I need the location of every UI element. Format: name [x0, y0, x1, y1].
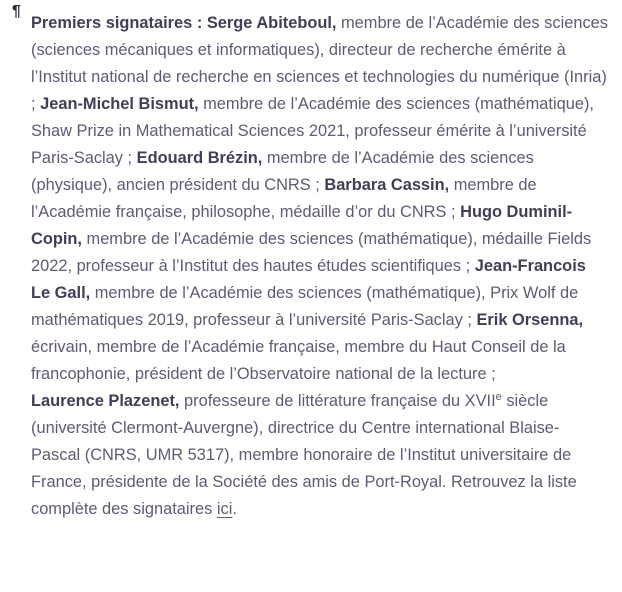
signatory-description: membre de l’Académie des sciences (mathématique), médaille Fields 2022, professeur à l’Institut des hautes études scientifiques ; — [31, 230, 592, 275]
signatory-description: membre de l’Académie des sciences (mathématique), Shaw Prize in Mathematical Sciences 2021, professeur émérite à l’université Paris-Saclay ; — [31, 95, 594, 167]
signatory-name: Serge Abiteboul, — [206, 14, 337, 32]
closing-period: . — [232, 500, 237, 518]
signatory-description: membre de l’Académie des sciences (sciences mécaniques et informatiques), directeur de recherche émérite à l’Institut national de recherche en sciences et technologies du numérique (Inria) ; — [31, 14, 608, 113]
signatory-name: Jean-Francois Le Gall, — [31, 257, 586, 302]
signatory-name: Barbara Cassin, — [324, 176, 450, 194]
paragraph-mark-icon: ¶ — [12, 3, 21, 20]
signatory-description: membre de l’Académie française, philosophe, médaille d’or du CNRS ; — [31, 176, 537, 221]
intro-label: Premiers signataires : — [31, 14, 203, 32]
century-superscript: e — [495, 391, 502, 403]
signatory-name: Jean-Michel Bismut, — [40, 95, 199, 113]
signatory-description: professeure de littérature française du XVII — [179, 392, 496, 410]
signatory-name: Laurence Plazenet, — [31, 392, 180, 410]
signatory-description: écrivain, membre de l’Académie française, membre du Haut Conseil de la francophonie, président de l’Observatoire national de la lecture ; — [31, 338, 566, 383]
signatories-article — [0, 10, 622, 523]
signatory-name: Hugo Duminil-Copin, — [31, 203, 573, 248]
signatory-description: membre de l’Académie des sciences (physique), ancien président du CNRS ; — [31, 149, 534, 194]
closing-text: Retrouvez la liste complète des signataires — [31, 473, 577, 518]
signatory-name: Edouard Brézin, — [136, 149, 263, 167]
signatory-description: siècle (université Clermont-Auvergne), directrice du Centre international Blaise-Pascal (CNRS, UMR 5317), membre honoraire de l’Institut universitaire de France, présidente de la Société des amis de Port-Royal. — [31, 392, 572, 491]
signatory-name: Erik Orsenna, — [476, 311, 584, 329]
signatories-list-link[interactable]: ici — [216, 500, 233, 518]
signatories-paragraph — [31, 10, 608, 523]
signatory-description: membre de l’Académie des sciences (mathématique), Prix Wolf de mathématiques 2019, professeur à l’université Paris-Saclay ; — [31, 284, 579, 329]
